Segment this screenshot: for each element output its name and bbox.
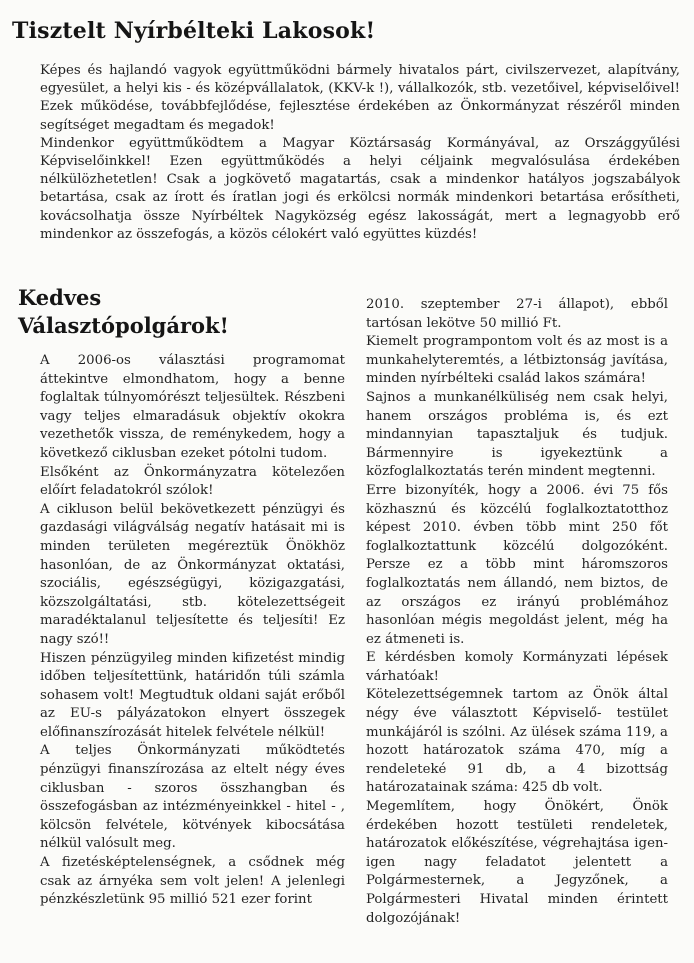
intro-paragraph-1: Képes és hajlandó vagyok együttműködni bármely hivatalos párt, civilszervezet, alapítvány, egyesület, a helyi kis - és középvállalatok, (KKV-k !), vállalkozók, stb. vezetőivel, képviselőivel! Ezek működése, továbbfejlődése, fejlesztése érdekében az Önkormányzat részéről minden segítséget megadtam és megadok! <box>40 63 680 133</box>
heading-residents: Tisztelt Nyírbélteki Lakosok! <box>12 18 376 44</box>
heading-voters <box>18 284 229 340</box>
left-column <box>40 352 345 910</box>
left-paragraph-6: A fizetésképtelenségnek, a csődnek még csak az árnyéka sem volt jelen! A jelenlegi pénzkészletünk 95 millió 521 ezer forint <box>40 855 345 908</box>
left-paragraph-4: Hiszen pénzügyileg minden kifizetést mindig időben teljesítettünk, határidőn túli számla sohasem volt! Megtudtuk oldani saját erőből az EU-s pályázatokon elnyert összegek előfinanszírozását hitelek felvétele nélkül! <box>40 650 345 740</box>
heading-voters-line2: Választópolgárok! <box>18 313 229 338</box>
right-paragraph-7: Megemlítem, hogy Önökért, Önök érdekében hozott testületi rendeletek, határozatok előkészítése, végrehajtása igen-igen nagy feladatot jelentett a Polgármesternek, a Jegyzőnek, a Polgármesteri Hivatal minden érintett dolgozójának! <box>366 799 668 926</box>
intro-section <box>40 62 680 244</box>
left-paragraph-2: Elsőként az Önkormányzatra kötelezően előírt feladatokról szólok! <box>40 464 345 499</box>
right-paragraph-4: Erre bizonyíték, hogy a 2006. évi 75 fős közhasznú és közcélú foglalkoztatotthoz képest 2010. évben több mint 250 főt foglalkoztattunk közcélú dolgozóként. Persze ez a több mint háromszoros foglalkoztatás nem állandó, nem biztos, de az országos ez irányú problémához hasonlóan mégis megoldást jelent, még ha ez átmeneti is. <box>366 482 668 647</box>
left-paragraph-5: A teljes Önkormányzati működtetés pénzügyi finanszírozása az eltelt négy éves ciklusban - szoros összhangban és összefogásban az intézményeinkkel - hitel - , kölcsön felvétele, kötvények kibocsátása nélkül valósult meg. <box>40 743 345 852</box>
right-paragraph-5: E kérdésben komoly Kormányzati lépések várhatóak! <box>366 650 668 684</box>
right-paragraph-6: Kötelezettségemnek tartom az Önök által négy éve választott Képviselő- testület munkájáról is szólni. Az ülések száma 119, a hozott határozatok száma 470, míg a rendeleteké 91 db, a 4 bizottság határozatainak száma: 425 db volt. <box>366 687 668 796</box>
right-column <box>366 296 668 928</box>
right-paragraph-2: Kiemelt programpontom volt és az most is a munkahelyteremtés, a létbiztonság javítása, minden nyírbélteki család lakos számára! <box>366 334 668 387</box>
right-paragraph-1: 2010. szeptember 27-i állapot), ebből tartósan lekötve 50 millió Ft. <box>366 297 668 331</box>
left-paragraph-3: A cikluson belül bekövetkezett pénzügyi és gazdasági világválság negatív hatásait mi is minden területen megéreztük Önökhöz hasonlóan, de az Önkormányzat oktatási, szociális, egészségügyi, közigazgatási, közszolgáltatási, stb. kötelezettségeit maradéktalanul teljesítette és teljesíti! Ez nagy szó!! <box>40 501 345 647</box>
right-paragraph-3: Sajnos a munkanélküliség nem csak helyi, hanem országos probléma is, és ezt mindannyian tapasztaljuk és tudjuk. Bármennyire is igyekeztünk a közfoglalkoztatás terén mindent megtenni. <box>366 389 668 480</box>
left-paragraph-1: A 2006-os választási programomat áttekintve elmondhatom, hogy a benne foglaltak túlnyomórészt teljesültek. Részbeni vagy teljes elmaradásuk objektív okokra vezethetők vissza, de reménykedem, hogy a következő ciklusban ezeket pótolni tudom. <box>40 353 345 461</box>
heading-voters-line1: Kedves <box>18 285 102 310</box>
intro-paragraph-2: Mindenkor együttműködtem a Magyar Köztársaság Kormányával, az Országgyűlési Képviselőinkkel! Ezen együttműködés a helyi céljaink megvalósulása érdekében nélkülözhetetlen! Csak a jogkövető magatartás, csak a mindenkor hatályos jogszabályok betartása, csak az írott és íratlan jogi és erkölcsi normák mindenkori betartása erősítheti, kovácsolhatja össze Nyírbéltek Nagyközség egész lakosságát, mert a legnagyobb erő mindenkor az összefogás, a közös célokért való együttes küzdés! <box>40 135 680 242</box>
